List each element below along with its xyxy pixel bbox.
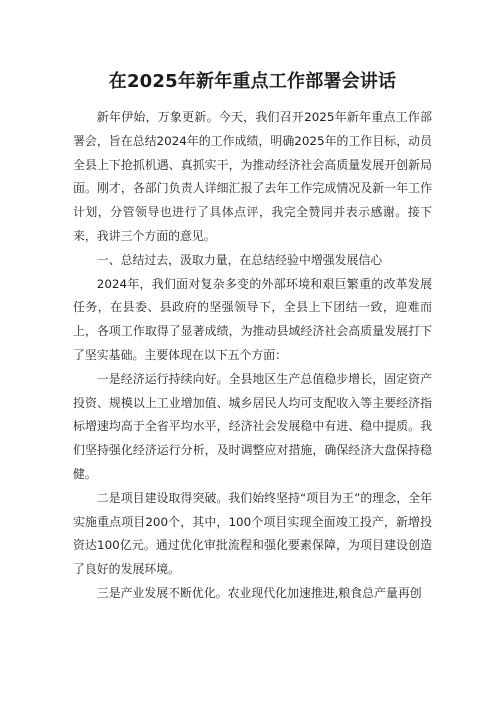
document-title: 在2025年新年重点工作部署会讲话 xyxy=(108,71,397,92)
paragraph-point-1: 一是经济运行持续向好。全县地区生产总值稳步增长，固定资产投资、规模以上工业增加值、城乡居民人均可支配收入等主要经济指标增速均高于全省平均水平，经济社会发展稳中有进、稳中提质。我们坚持强化经济运行分析，及时调整应对措施，确保经济大盘保持稳健。 xyxy=(73,371,432,481)
paragraph-point-2: 二是项目建设取得突破。我们始终坚持“项目为王”的理念，全年实施重点项目200个，其中，100个项目实现全面竣工投产，新增投资达100亿元。通过优化审批流程和强化要素保障，为项目建设创造了良好的发展环境。 xyxy=(73,490,432,577)
paragraph-intro: 新年伊始，万象更新。今天，我们召开2025年新年重点工作部署会，旨在总结2024年的工作成绩，明确2025年的工作目标，动员全县上下抢抓机遇、真抓实干，为推动经济社会高质量发展开创新局面。刚才，各部门负责人详细汇报了去年工作完成情况及新一年工作计划，分管领导也进行了具体点评，我完全赞同并表示感谢。接下来，我讲三个方面的意见。 xyxy=(73,110,432,243)
paragraph-2024-summary: 2024年，我们面对复杂多变的外部环境和艰巨繁重的改革发展任务，在县委、县政府的坚强领导下，全县上下团结一致，迎难而上，各项工作取得了显著成绩，为推动县域经济社会高质量发展打下了坚实基础。主要体现在以下五个方面： xyxy=(73,276,432,362)
paragraph-point-3: 三是产业发展不断优化。农业现代化加速推进,粮食总产量再创 xyxy=(96,585,422,600)
section-heading-1: 一、总结过去，汲取力量，在总结经验中增强发展信心 xyxy=(96,252,383,267)
